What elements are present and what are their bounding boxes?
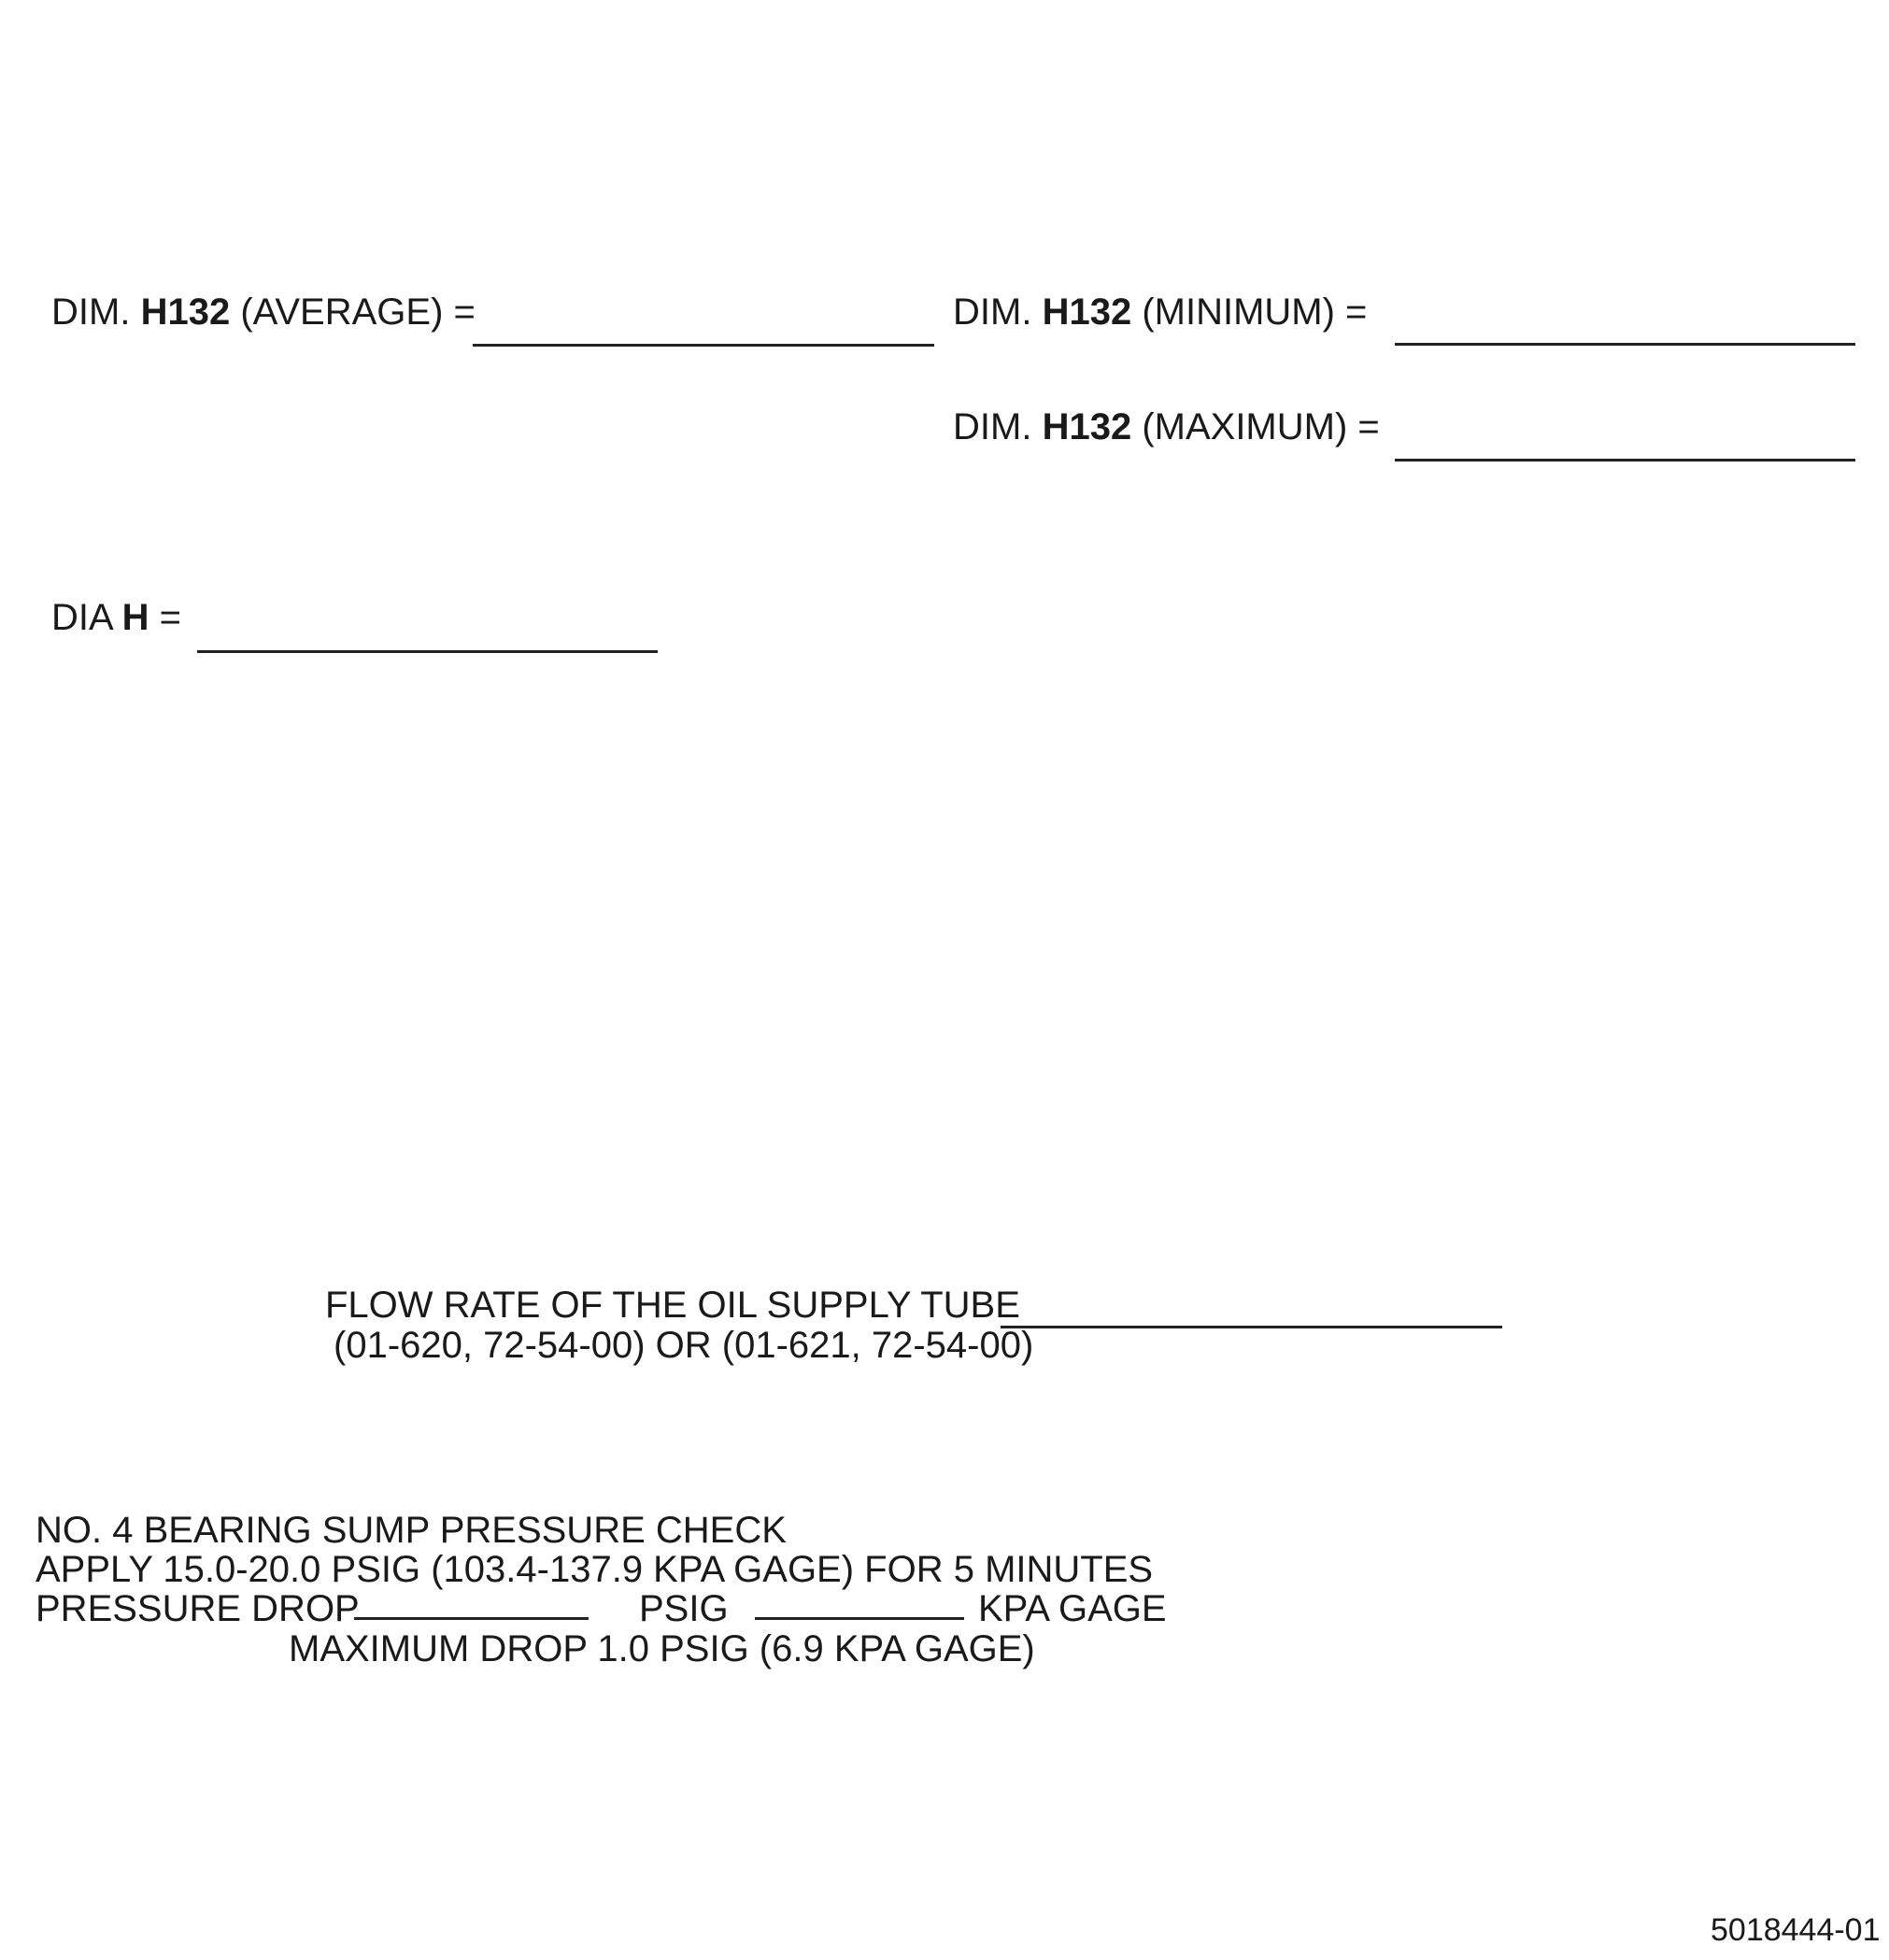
kpa-unit: KPA GAGE xyxy=(978,1588,1167,1629)
h132-maximum-field[interactable] xyxy=(1395,417,1855,458)
sump-check-title: NO. 4 BEARING SUMP PRESSURE CHECK xyxy=(36,1510,787,1551)
dia-h-underline xyxy=(197,650,658,653)
pressure-drop-psig-underline xyxy=(354,1617,589,1620)
h132-average-suffix: (AVERAGE) = xyxy=(240,291,476,333)
h132-minimum-label xyxy=(953,293,1367,331)
h132-maximum-prefix: DIM. xyxy=(953,406,1032,447)
h132-average-code: H132 xyxy=(140,291,231,333)
h132-maximum-underline xyxy=(1395,459,1855,462)
h132-minimum-code: H132 xyxy=(1042,291,1132,333)
h132-average-field[interactable] xyxy=(473,301,934,342)
dia-h-suffix: = xyxy=(159,597,181,638)
figure-id: 5018444-01 xyxy=(1711,1912,1881,1948)
h132-minimum-underline xyxy=(1395,343,1855,346)
pressure-drop-kpa-field[interactable] xyxy=(755,1577,964,1618)
dia-h-label xyxy=(51,599,181,636)
h132-average-label xyxy=(51,293,476,331)
h132-maximum-label xyxy=(953,408,1380,446)
h132-minimum-field[interactable] xyxy=(1395,301,1855,342)
h132-maximum-suffix: (MAXIMUM) = xyxy=(1142,406,1380,447)
pressure-drop-psig-field[interactable] xyxy=(354,1577,589,1618)
dia-h-code: H xyxy=(121,597,149,638)
h132-average-underline xyxy=(473,344,934,347)
dia-h-field[interactable] xyxy=(197,608,658,649)
h132-minimum-prefix: DIM. xyxy=(953,291,1032,333)
sump-check-instruction: APPLY 15.0-20.0 PSIG (103.4-137.9 KPA GAGE) FOR 5 MINUTES xyxy=(36,1549,1154,1590)
flow-rate-field[interactable] xyxy=(1001,1284,1502,1325)
flow-rate-underline xyxy=(1001,1326,1502,1328)
dia-h-prefix: DIA xyxy=(51,597,112,638)
psig-unit: PSIG xyxy=(639,1588,729,1629)
pressure-drop-label: PRESSURE DROP xyxy=(36,1588,360,1629)
h132-average-prefix: DIM. xyxy=(51,291,131,333)
flow-rate-label-line2: (01-620, 72-54-00) OR (01-621, 72-54-00) xyxy=(334,1325,1034,1366)
pressure-drop-kpa-underline xyxy=(755,1617,964,1620)
flow-rate-label-line1: FLOW RATE OF THE OIL SUPPLY TUBE xyxy=(325,1285,1020,1326)
h132-maximum-code: H132 xyxy=(1042,406,1132,447)
h132-minimum-suffix: (MINIMUM) = xyxy=(1142,291,1368,333)
max-drop-note: MAXIMUM DROP 1.0 PSIG (6.9 KPA GAGE) xyxy=(289,1628,1035,1669)
